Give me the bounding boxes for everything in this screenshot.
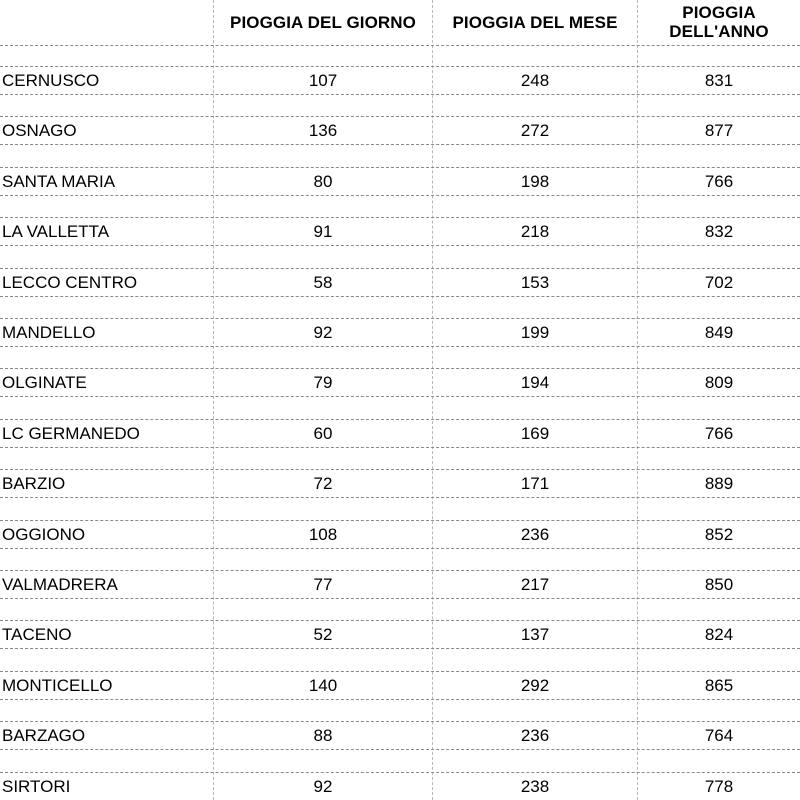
rain-year-value: 832 <box>704 222 734 241</box>
rain-month-value: 171 <box>520 474 550 493</box>
location-name: OSNAGO <box>2 121 77 140</box>
row-divider <box>0 296 800 297</box>
location-name: LC GERMANEDO <box>2 424 140 443</box>
row-divider <box>0 520 800 521</box>
row-divider <box>0 598 800 599</box>
location-name: SANTA MARIA <box>2 172 116 191</box>
table-row <box>0 270 800 296</box>
rain-year-value: 766 <box>704 172 734 191</box>
rain-day-value: 92 <box>313 777 333 796</box>
row-divider <box>0 195 800 196</box>
row-divider <box>0 721 800 722</box>
rain-day-value: 108 <box>308 525 338 544</box>
rain-year-value: 764 <box>704 726 734 745</box>
header-month: PIOGGIA DEL MESE <box>452 12 618 32</box>
row-divider <box>0 346 800 347</box>
rain-year-value: 852 <box>704 525 734 544</box>
rain-day-value: 136 <box>308 121 338 140</box>
rain-month-value: 217 <box>520 575 550 594</box>
table-row <box>0 219 800 245</box>
table-row <box>0 370 800 396</box>
table-row <box>0 673 800 699</box>
row-divider <box>0 116 800 117</box>
rain-day-value: 107 <box>308 71 338 90</box>
rain-month-value: 169 <box>520 424 550 443</box>
table-row <box>0 320 800 346</box>
table-row <box>0 622 800 648</box>
location-name: SIRTORI <box>2 777 71 796</box>
location-name: LA VALLETTA <box>2 222 110 241</box>
rain-month-value: 198 <box>520 172 550 191</box>
location-name: CERNUSCO <box>2 71 100 90</box>
rain-year-value: 831 <box>704 71 734 90</box>
row-divider <box>0 318 800 319</box>
location-name: MANDELLO <box>2 323 96 342</box>
header-year-line2: DELL'ANNO <box>669 22 769 41</box>
row-divider <box>0 419 800 420</box>
location-name: BARZAGO <box>2 726 86 745</box>
row-divider <box>0 620 800 621</box>
rain-year-value: 778 <box>704 777 734 796</box>
row-divider <box>0 548 800 549</box>
rain-day-value: 88 <box>313 726 333 745</box>
row-divider <box>0 245 800 246</box>
table-row <box>0 118 800 144</box>
location-name: VALMADRERA <box>2 575 118 594</box>
row-divider <box>0 497 800 498</box>
rain-year-value: 766 <box>704 424 734 443</box>
header-day: PIOGGIA DEL GIORNO <box>230 12 416 32</box>
table-row <box>0 471 800 497</box>
row-divider <box>0 772 800 773</box>
rain-month-value: 248 <box>520 71 550 90</box>
table-row <box>0 169 800 195</box>
rain-month-value: 236 <box>520 525 550 544</box>
table-row <box>0 723 800 749</box>
rain-day-value: 79 <box>313 373 333 392</box>
table-row <box>0 522 800 548</box>
location-name: OLGINATE <box>2 373 87 392</box>
location-name: OGGIONO <box>2 525 86 544</box>
table-row <box>0 572 800 598</box>
location-name: MONTICELLO <box>2 676 113 695</box>
header-year-line1: PIOGGIA <box>682 3 756 22</box>
rain-year-value: 889 <box>704 474 734 493</box>
rain-month-value: 272 <box>520 121 550 140</box>
rain-year-value: 702 <box>704 273 734 292</box>
row-divider <box>0 396 800 397</box>
location-name: BARZIO <box>2 474 66 493</box>
row-divider <box>0 268 800 269</box>
header-year <box>638 0 800 44</box>
table-row <box>0 421 800 447</box>
row-divider <box>0 671 800 672</box>
table-row <box>0 68 800 94</box>
rain-day-value: 80 <box>313 172 333 191</box>
row-divider <box>0 94 800 95</box>
rain-year-value: 824 <box>704 625 734 644</box>
rain-day-value: 91 <box>313 222 333 241</box>
rain-month-value: 218 <box>520 222 550 241</box>
row-divider <box>0 648 800 649</box>
row-divider <box>0 368 800 369</box>
rain-month-value: 236 <box>520 726 550 745</box>
rain-year-value: 865 <box>704 676 734 695</box>
location-name: TACENO <box>2 625 72 644</box>
rain-day-value: 92 <box>313 323 333 342</box>
rain-day-value: 58 <box>313 273 333 292</box>
location-name: LECCO CENTRO <box>2 273 138 292</box>
row-divider <box>0 469 800 470</box>
rain-year-value: 850 <box>704 575 734 594</box>
row-divider <box>0 167 800 168</box>
row-divider <box>0 144 800 145</box>
rain-day-value: 77 <box>313 575 333 594</box>
rain-day-value: 140 <box>308 676 338 695</box>
rain-month-value: 199 <box>520 323 550 342</box>
rain-month-value: 238 <box>520 777 550 796</box>
rain-day-value: 60 <box>313 424 333 443</box>
rain-month-value: 292 <box>520 676 550 695</box>
row-divider <box>0 570 800 571</box>
row-divider <box>0 447 800 448</box>
table-row <box>0 774 800 800</box>
rain-month-value: 153 <box>520 273 550 292</box>
rain-day-value: 72 <box>313 474 333 493</box>
rain-month-value: 137 <box>520 625 550 644</box>
rain-year-value: 809 <box>704 373 734 392</box>
row-divider <box>0 699 800 700</box>
row-divider <box>0 66 800 67</box>
rain-day-value: 52 <box>313 625 333 644</box>
row-divider <box>0 45 800 46</box>
rain-year-value: 849 <box>704 323 734 342</box>
row-divider <box>0 217 800 218</box>
rain-month-value: 194 <box>520 373 550 392</box>
row-divider <box>0 749 800 750</box>
rain-year-value: 877 <box>704 121 734 140</box>
